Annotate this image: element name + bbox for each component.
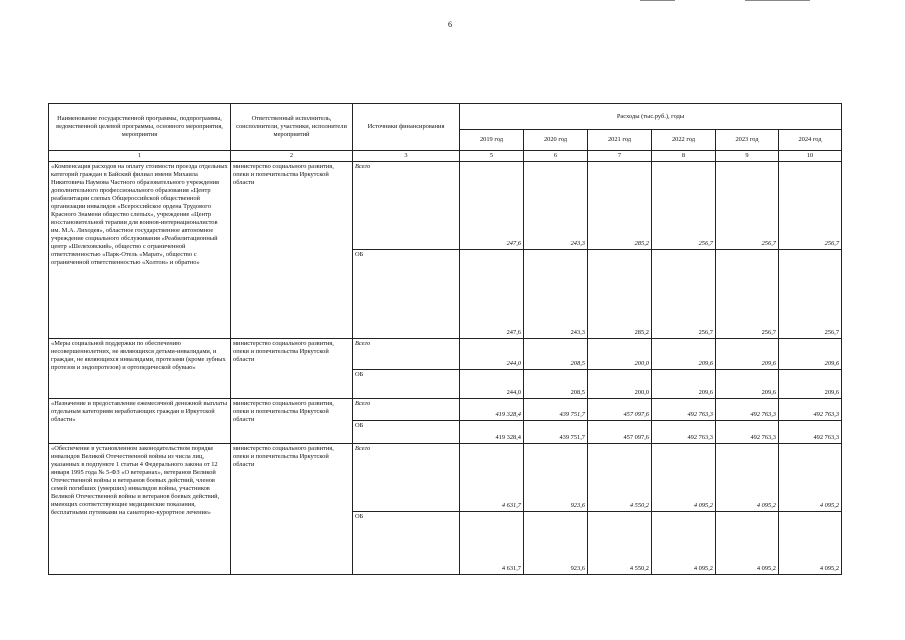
total-value: 4 095,2: [779, 444, 842, 512]
ob-value: 209,6: [716, 370, 779, 399]
header-year: 2024 год: [779, 130, 842, 151]
total-value: 492 763,3: [652, 399, 716, 421]
header-year: 2019 год: [460, 130, 524, 151]
table-row: [49, 339, 842, 370]
table-row: [49, 444, 842, 512]
total-value: 923,6: [524, 444, 588, 512]
total-value: 209,6: [652, 339, 716, 370]
column-number: 7: [588, 151, 652, 162]
source-total-label: Всего: [353, 399, 460, 421]
column-number: 9: [716, 151, 779, 162]
total-value: 457 097,6: [588, 399, 652, 421]
column-number: 5: [460, 151, 524, 162]
program-name: «Меры социальной поддержки по обеспечению несовершеннолетних, не являющихся детьми-инвалидами, и граждан, не являющихся инвалидами, протезами (кроме зубных протезов и эндопротезов) и ортопедической обувью»: [49, 339, 231, 399]
total-value: 4 095,2: [716, 444, 779, 512]
total-value: 256,7: [716, 162, 779, 250]
ob-value: 419 328,4: [460, 421, 524, 444]
total-value: 492 763,3: [779, 399, 842, 421]
ob-value: 457 097,6: [588, 421, 652, 444]
ob-value: 4 631,7: [460, 512, 524, 575]
header-source: Источники финансирования: [353, 104, 460, 151]
table-row: [49, 162, 842, 250]
total-value: 4 550,2: [588, 444, 652, 512]
budget-table: [48, 103, 842, 575]
ob-value: 4 095,2: [652, 512, 716, 575]
total-value: 209,6: [716, 339, 779, 370]
source-total-label: Всего: [353, 162, 460, 250]
total-value: 439 751,7: [524, 399, 588, 421]
header-year: 2020 год: [524, 130, 588, 151]
ob-value: 209,6: [779, 370, 842, 399]
source-total-label: Всего: [353, 444, 460, 512]
total-value: 247,6: [460, 162, 524, 250]
scan-mark: [745, 0, 810, 1]
program-name: «Компенсация расходов на оплату стоимости проезда отдельных категорий граждан в Байский филиал имени Михаила Никитовича Наумова Частного образовательного учреждения дополнительного профессионального образования «Центр реабилитации слепых Общероссийской общественной организации инвалидов «Всероссийское ордена Трудового Красного Знамени общество слепых», учреждение «Центр восстановительной терапии для воинов-интернационалистов им. М.А. Лиходея», областное государственное автономное учреждение социального обслуживания «Реабилитационный центр «Шелеховский», общество с ограниченной ответственностью «Парк-Отель «Марат», общество с ограниченной ответственностью «Холтон» и обратно»: [49, 162, 231, 339]
source-total-label: Всего: [353, 339, 460, 370]
header-executor: Ответственный исполнитель, соисполнители, участники, исполнители мероприятий: [231, 104, 353, 151]
ob-value: 256,7: [652, 250, 716, 339]
ob-value: 208,5: [524, 370, 588, 399]
ob-value: 439 751,7: [524, 421, 588, 444]
program-name: «Обеспечение в установленном законодательством порядке инвалидов Великой Отечественной войны из числа лиц, указанных в подпункте 1 статьи 4 Федерального закона от 12 января 1995 года № 5-ФЗ «О ветеранах», ветеранов Великой Отечественной войны и ветеранов боевых действий, членов семей погибших (умерших) инвалидов войны, участников Великой Отечественной войны и ветеранов боевых действий, имеющих соответствующие медицинские показания, бесплатными путевками на санаторно-курортное лечение»: [49, 444, 231, 575]
source-ob-label: ОБ: [353, 370, 460, 399]
ob-value: 492 763,3: [716, 421, 779, 444]
ob-value: 4 095,2: [779, 512, 842, 575]
header-year: 2022 год: [652, 130, 716, 151]
header-name: Наименование государственной программы, подпрограммы, ведомственной целевой программы, основного мероприятия, мероприятия: [49, 104, 231, 151]
total-value: 285,2: [588, 162, 652, 250]
column-number: 2: [231, 151, 353, 162]
table-row: [49, 399, 842, 421]
total-value: 244,0: [460, 339, 524, 370]
total-value: 256,7: [779, 162, 842, 250]
total-value: 256,7: [652, 162, 716, 250]
ob-value: 256,7: [716, 250, 779, 339]
executor: министерство социального развития, опеки и попечительства Иркутской области: [231, 339, 353, 399]
ob-value: 4 095,2: [716, 512, 779, 575]
total-value: 208,5: [524, 339, 588, 370]
ob-value: 244,0: [460, 370, 524, 399]
total-value: 4 631,7: [460, 444, 524, 512]
source-ob-label: ОБ: [353, 512, 460, 575]
executor: министерство социального развития, опеки и попечительства Иркутской области: [231, 162, 353, 339]
column-number: 3: [353, 151, 460, 162]
total-value: 200,0: [588, 339, 652, 370]
ob-value: 285,2: [588, 250, 652, 339]
column-number: 1: [49, 151, 231, 162]
ob-value: 247,6: [460, 250, 524, 339]
column-number: 8: [652, 151, 716, 162]
source-ob-label: ОБ: [353, 421, 460, 444]
ob-value: 243,3: [524, 250, 588, 339]
ob-value: 923,6: [524, 512, 588, 575]
total-value: 209,6: [779, 339, 842, 370]
total-value: 492 763,3: [716, 399, 779, 421]
ob-value: 492 763,3: [652, 421, 716, 444]
executor: министерство социального развития, опеки и попечительства Иркутской области: [231, 399, 353, 444]
header-year: 2021 год: [588, 130, 652, 151]
ob-value: 256,7: [779, 250, 842, 339]
total-value: 419 328,4: [460, 399, 524, 421]
ob-value: 4 550,2: [588, 512, 652, 575]
total-value: 243,3: [524, 162, 588, 250]
executor: министерство социального развития, опеки и попечительства Иркутской области: [231, 444, 353, 575]
column-number: 10: [779, 151, 842, 162]
header-expenses: Расходы (тыс.руб.), годы: [460, 104, 842, 130]
ob-value: 492 763,3: [779, 421, 842, 444]
header-year: 2023 год: [716, 130, 779, 151]
ob-value: 200,0: [588, 370, 652, 399]
page-number: 6: [448, 20, 452, 29]
source-ob-label: ОБ: [353, 250, 460, 339]
column-number: 6: [524, 151, 588, 162]
total-value: 4 095,2: [652, 444, 716, 512]
scan-mark: [640, 0, 675, 1]
ob-value: 209,6: [652, 370, 716, 399]
program-name: «Назначение и предоставление ежемесячной денежной выплаты отдельным категориям неработающих граждан в Иркутской области»: [49, 399, 231, 444]
